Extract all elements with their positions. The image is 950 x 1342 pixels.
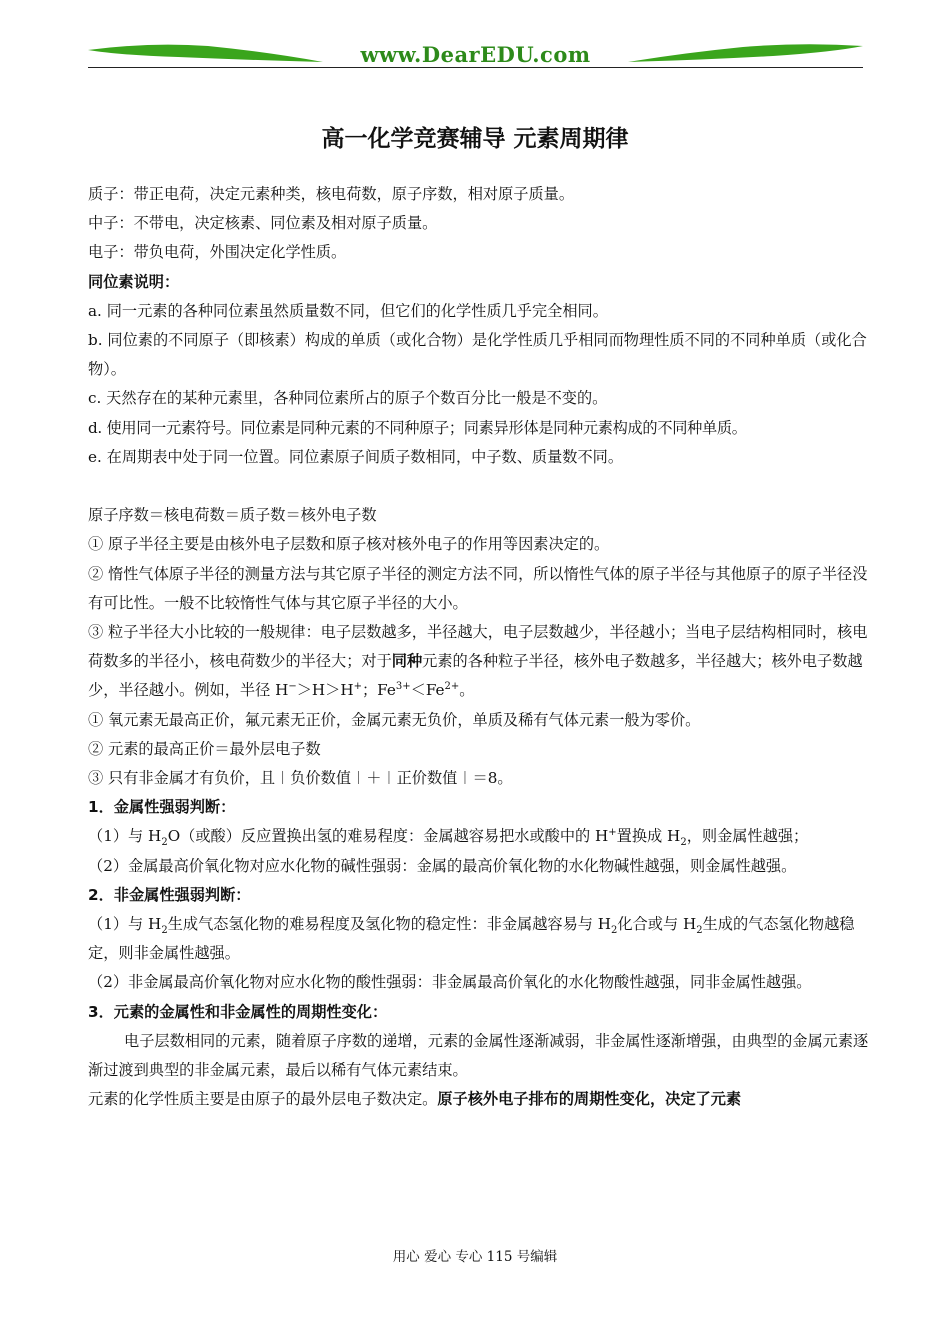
paragraph: e. 在周期表中处于同一位置。同位素原子间质子数相同，中子数、质量数不同。	[88, 447, 624, 466]
text-run: （1）与 H	[88, 915, 162, 934]
subscript: 2	[696, 925, 703, 937]
page-title: 高一化学竞赛辅导 元素周期律	[321, 126, 629, 152]
paragraph: ② 元素的最高正价＝最外层电子数	[88, 739, 321, 758]
text-run: ；Fe	[361, 681, 396, 700]
superscript: 2+	[444, 681, 460, 693]
subscript: 2	[611, 925, 618, 937]
header-divider	[88, 67, 863, 68]
text-run: ③ 粒子半径大小比较的一般规律：电子层数越多，半径越大，电子层数越少，半径越小；当电子层结构相同时，核电荷数多的半径小，核电荷数少的半径大；对于	[88, 623, 868, 671]
text-run: ＞H＞H	[296, 681, 354, 700]
text-run: O（或酸）反应置换出氢的难易程度：金属越容易把水或酸中的 H	[167, 827, 609, 846]
paragraph: ② 惰性气体原子半径的测量方法与其它原子半径的测定方法不同，所以惰性气体的原子半径与其他原子的原子半径没有可比性。一般不比较惰性气体与其它原子半径的大小。	[88, 564, 868, 612]
superscript: +	[608, 827, 617, 839]
text-run: ＜Fe	[410, 681, 445, 700]
paragraph	[88, 1085, 870, 1114]
paragraph: 电子：带负电荷，外围决定化学性质。	[88, 243, 347, 262]
paragraph: （2）金属最高价氧化物对应水化物的碱性强弱：金属的最高价氧化物的水化物碱性越强，则金属性越强。	[88, 856, 797, 875]
section-heading: 同位素说明：	[88, 272, 180, 291]
paragraph: d. 使用同一元素符号。同位素是同种元素的不同种原子；同素异形体是同种元素构成的不同种单质。	[88, 418, 747, 437]
text-run: 置换成 H	[616, 827, 681, 846]
superscript: 3+	[395, 681, 411, 693]
text-run: （1）与 H	[88, 827, 162, 846]
text-run: 生成气态氢化物的难易程度及氢化物的稳定性：非金属越容易与 H	[167, 915, 612, 934]
paragraph	[88, 618, 870, 706]
paragraph	[88, 910, 870, 968]
bold-run: 同种	[391, 652, 423, 671]
paragraph: 电子层数相同的元素，随着原子序数的递增，元素的金属性逐渐减弱，非金属性逐渐增强，由典型的金属元素逐渐过渡到典型的非金属元素，最后以稀有气体元素结束。	[88, 1031, 869, 1080]
text-run: 。	[459, 681, 475, 700]
section-heading: 3．元素的金属性和非金属性的周期性变化：	[88, 1002, 388, 1021]
subscript: 2	[680, 837, 687, 849]
text-run: 化合或与 H	[617, 915, 697, 934]
paragraph: ① 氧元素无最高正价，氟元素无正价，金属元素无负价，单质及稀有气体元素一般为零价。	[88, 710, 701, 729]
page-footer: 用心 爱心 专心 115 号编辑	[392, 1249, 558, 1265]
paragraph: （2）非金属最高价氧化物对应水化物的酸性强弱：非金属最高价氧化的水化物酸性越强，同非金属性越强。	[88, 973, 812, 992]
paragraph: ① 原子半径主要是由核外电子层数和原子核对核外电子的作用等因素决定的。	[88, 535, 610, 554]
paragraph: 原子序数＝核电荷数＝质子数＝核外电子数	[88, 506, 377, 525]
paragraph: ③ 只有非金属才有负价，且︱负价数值︱＋︱正价数值︱＝8。	[88, 769, 513, 788]
text-run: 元素的各种粒子半径，核外电子数越多，半径越大；核外电子数越少，半径越小。例如，半径 H	[88, 652, 863, 700]
subscript: 2	[161, 925, 168, 937]
section-heading: 1．金属性强弱判断：	[88, 798, 236, 817]
superscript: +	[353, 681, 362, 693]
document-body	[88, 180, 870, 1114]
text-run: 生成的气态氢化物越稳定，则非金属性越强。	[88, 915, 855, 963]
paragraph	[88, 822, 870, 851]
paragraph: a. 同一元素的各种同位素虽然质量数不同，但它们的化学性质几乎完全相同。	[88, 301, 608, 320]
text-run: 元素的化学性质主要是由原子的最外层电子数决定。	[88, 1090, 438, 1109]
paragraph: 质子：带正电荷，决定元素种类，核电荷数，原子序数，相对原子质量。	[88, 185, 574, 203]
paragraph: c. 天然存在的某种元素里，各种同位素所占的原子个数百分比一般是不变的。	[88, 389, 608, 408]
superscript: −	[288, 681, 297, 693]
section-heading: 2．非金属性强弱判断：	[88, 885, 251, 904]
bold-run: 原子核外电子排布的周期性变化，决定了元素	[437, 1090, 742, 1109]
paragraph: 中子：不带电，决定核素、同位素及相对原子质量。	[88, 214, 438, 233]
site-logo-text[interactable]: www.DearEDU.com	[360, 42, 591, 67]
text-run: ，则金属性越强；	[686, 827, 809, 846]
blank-line	[88, 472, 870, 501]
subscript: 2	[161, 837, 168, 849]
paragraph: b. 同位素的不同原子（即核素）构成的单质（或化合物）是化学性质几乎相同而物理性质不同的不同种单质（或化合物）。	[88, 331, 867, 379]
